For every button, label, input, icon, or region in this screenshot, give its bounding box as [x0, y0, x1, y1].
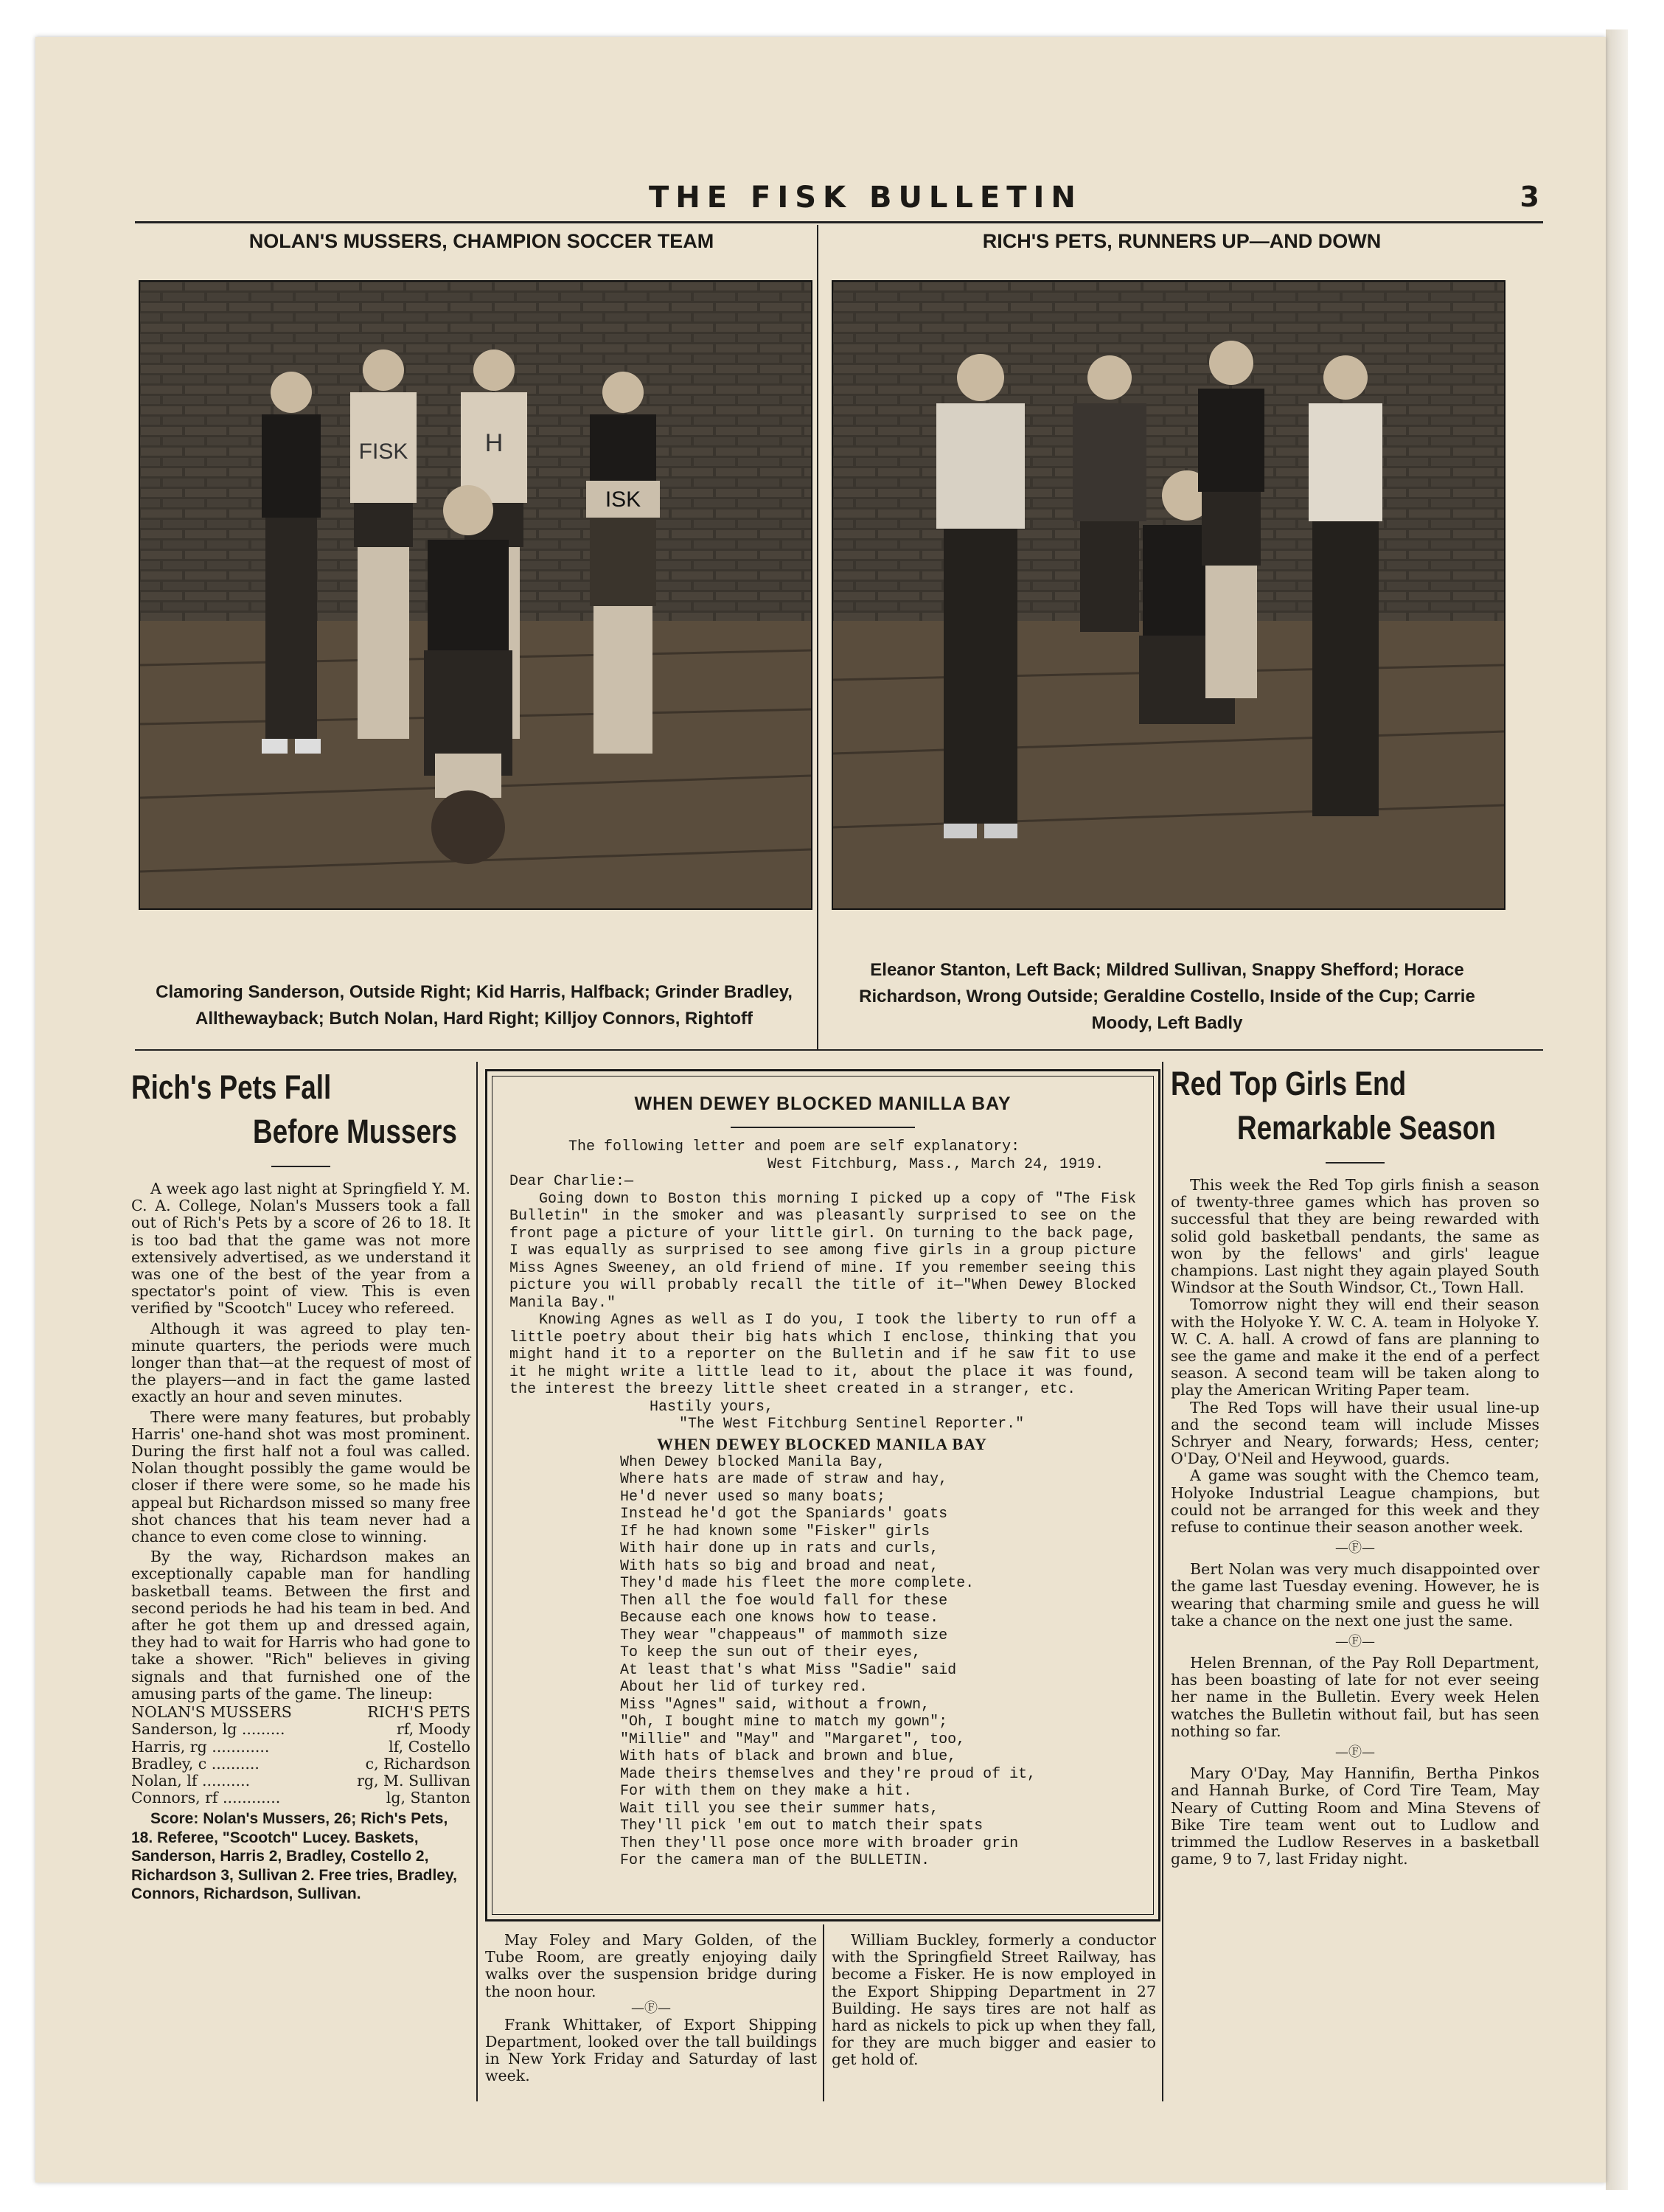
poem-line: For the camera man of the BULLETIN. [620, 1852, 930, 1869]
poem-line: He'd never used so many boats; [620, 1488, 886, 1506]
lineup-cell: rg, M. Sullivan [357, 1771, 470, 1790]
masthead-rule [135, 221, 1543, 223]
letter-dateline: West Fitchburg, Mass., March 24, 1919. [767, 1155, 1104, 1173]
letter-closing: Hastily yours, [650, 1398, 774, 1416]
player-figure [1198, 341, 1264, 698]
poem-line: If he had known some "Fisker" girls [620, 1523, 930, 1540]
paragraph: A week ago last night at Springfield Y. M. C. A. College, Nolan's Mussers took a fall out of Rich's Pets by a score of 26 to 18. It is too bad that the game was not more extensively advertised, as we understand it was one of the best of the year from a spectator's point of view. This is even verified by "Scootch" Lucey who refereed. [131, 1180, 470, 1318]
article-body [1171, 1177, 1539, 1868]
lineup-cell: Sanderson, lg ......... [131, 1720, 285, 1739]
column-divider [817, 225, 818, 1051]
boxed-article-content [509, 1093, 1136, 1870]
page-number: 3 [1519, 181, 1539, 213]
lineup-row [131, 1721, 470, 1738]
article-red-top-girls [1171, 1062, 1539, 1868]
paper-edge [1606, 29, 1628, 2190]
letter-paragraph: Knowing Agnes as well as I do you, I took the liberty to run off a little poetry about their big hats which I enclose, thinking that you might hand it to a reporter on the Bulletin and if he saw fit to use it he might write a little lead to it, about the place it was found, the interest the breezy little sheet created in a stranger, etc. [509, 1312, 1136, 1398]
lineup-cell: Harris, rg ............ [131, 1737, 270, 1756]
column-divider [823, 1924, 824, 2101]
shirt-label: H [484, 429, 504, 457]
score-summary: Score: Nolan's Mussers, 26; Rich's Pets, 18. Referee, "Scootch" Lucey. Baskets, Sanderson, Harris 2, Bradley, Costello 2, Richardson 3, Sullivan 2. Free tries, Bradley, Connors, Richardson, Sullivan. [131, 1810, 457, 1903]
letter-signature: "The West Fitchburg Sentinel Reporter." [679, 1416, 1025, 1433]
poem-line: Then all the foe would fall for these [620, 1592, 948, 1610]
letter-salutation: Dear Charlie:— [509, 1173, 634, 1190]
poem-line: They'd made his fleet the more complete. [620, 1575, 975, 1592]
player-figure [586, 372, 660, 754]
item-divider: —Ⓕ— [1335, 1540, 1375, 1557]
paragraph: Although it was agreed to play ten-minute quarters, the periods were much longer than that—at the request of most of the players—and in fact the game lasted exactly an hour and seven minutes. [131, 1319, 470, 1406]
news-item: Mary O'Day, May Hannifin, Bertha Pinkos and Hannah Burke, of Cord Tire Team, May Neary of Cutting Room and Mina Stevens of Bike Tire team went out to Ludlow and trimmed the Ludlow Reserves in a basketball game, 9 to 7, last Friday night. [1171, 1764, 1539, 1868]
photo-heading-right: RICH'S PETS, RUNNERS UP—AND DOWN [982, 230, 1382, 252]
article-richs-pets [131, 1065, 470, 1904]
boxed-article-title: WHEN DEWEY BLOCKED MANILLA BAY [634, 1093, 1012, 1114]
lineup-row [131, 1773, 470, 1790]
poem-line: Then they'll pose once more with broader grin [620, 1834, 1019, 1852]
short-rule [271, 1166, 330, 1167]
poem-line: Wait till you see their summer hats, [620, 1800, 939, 1818]
photo-caption-left: Clamoring Sanderson, Outside Right; Kid Harris, Halfback; Grinder Bradley, Allthewayback; Butch Nolan, Hard Right; Killjoy Connors, Rightoff [156, 982, 793, 1029]
news-item: Frank Whittaker, of Export Shipping Department, looked over the tall buildings in New York Friday and Saturday of last week. [485, 2015, 817, 2085]
poem-line: They'll pick 'em out to match their spats [620, 1818, 984, 1834]
paragraph: The Red Tops will have their usual line-up and the second team will include Misses Schryer and Neary, forwards; Hess, center; O'Day, O'Neil and Heywood, guards. [1171, 1398, 1539, 1468]
news-item: May Foley and Mary Golden, of the Tube Room, are greatly enjoying daily walks over the suspension bridge during the noon hour. [485, 1931, 817, 2000]
short-rule [1326, 1162, 1385, 1164]
letter [509, 1138, 1136, 1433]
poem-line: Miss "Agnes" said, without a frown, [620, 1696, 930, 1714]
lineup-cell: Bradley, c .......... [131, 1754, 260, 1773]
news-items-middle-right [832, 1932, 1156, 2069]
newspaper-page [35, 37, 1606, 2183]
paragraph: Tomorrow night they will end their season with the Holyoke Y. W. C. A. team in Holyoke Y. W. C. A. hall. A crowd of fans are planning to see the game and make it the end of a perfect season. A second team will be taken along to play the American Writing Paper team. [1171, 1295, 1539, 1399]
poem-line: Instead he'd got the Spaniards' goats [620, 1506, 948, 1523]
poem-line: Because each one knows how to tease. [620, 1610, 939, 1627]
letter-intro: The following letter and poem are self explanatory: [568, 1138, 1020, 1155]
team-photo-pets [832, 280, 1505, 910]
article-headline: Before Mussers [253, 1113, 457, 1150]
column-divider [1162, 1062, 1163, 2101]
lineup-cell: lg, Stanton [386, 1789, 470, 1807]
news-item: Bert Nolan was very much disappointed over the game last Tuesday evening. However, he is wearing that charming smile and guess he will take a chance on the next one just the same. [1171, 1560, 1539, 1630]
poem-line: With hats so big and broad and neat, [620, 1557, 939, 1575]
news-item: William Buckley, formerly a conductor with the Springfield Street Railway, has become a Fisker. He is now employed in the Export Shipping Department in 27 Building. He says tires are not half as hard as nickels to pick up when they fall, for they are much bigger and easier to get hold of. [832, 1931, 1156, 2069]
poem-line: "Millie" and "May" and "Margaret", too, [620, 1731, 966, 1748]
section-rule [135, 1049, 1543, 1051]
lineup-cell: Nolan, lf .......... [131, 1771, 251, 1790]
poem-line: When Dewey blocked Manila Bay, [620, 1453, 886, 1471]
poem-title: WHEN DEWEY BLOCKED MANILA BAY [657, 1434, 987, 1453]
letter-paragraph: Going down to Boston this morning I picked up a copy of "The Fisk Bulletin" in the smoker and was pleasantly surprised to see on the front page a picture of your little girl. On turning to the back page, I was equally as surprised to see among five girls in a group picture Miss Agnes Sweeney, an old friend of mine. If you remember seeing this picture you will probably recall the title of it—"When Dewey Blocked Manila Bay." [509, 1190, 1136, 1312]
lineup-team: NOLAN'S MUSSERS [131, 1703, 292, 1722]
item-divider: —Ⓕ— [631, 2000, 671, 2016]
lineup-row [131, 1739, 470, 1756]
article-body [131, 1180, 470, 1703]
column-divider [476, 1062, 478, 2101]
team-photo-mussers [139, 280, 812, 910]
masthead [139, 181, 1539, 225]
paragraph: A game was sought with the Chemco team, Holyoke Industrial League champions, but could not be arranged for this week and they refuse to continue their season another week. [1171, 1467, 1539, 1537]
news-item: Helen Brennan, of the Pay Roll Department, has been boasting of late for not ever seeing her name in the Bulletin. Every week Helen watches the Bulletin without fail, but has seen nothing so far. [1171, 1654, 1539, 1740]
lineup-team: RICH'S PETS [367, 1703, 470, 1722]
paragraph: This week the Red Top girls finish a season of twenty-three games which has proven so successful that they are being rewarded with solid gold basketball pendants, the same as won by the fellows' and girls' league champions. Last night they again played South Windsor at the South Windsor, Ct., Town Hall. [1171, 1176, 1539, 1297]
lineup-cell: c, Richardson [365, 1754, 470, 1773]
poem-line: Made theirs themselves and they're proud of it, [620, 1765, 1037, 1783]
poem-line: With hats of black and brown and blue, [620, 1748, 957, 1765]
poem [509, 1454, 1136, 1870]
player-figure [424, 485, 512, 864]
masthead-title: THE FISK BULLETIN [649, 181, 1082, 215]
player-figure [936, 354, 1025, 838]
lineup-row [131, 1756, 470, 1773]
poem-line: About her lid of turkey red. [620, 1679, 868, 1696]
poem-line: With hair done up in rats and curls, [620, 1540, 939, 1557]
lineup-cell: rf, Moody [396, 1720, 470, 1739]
news-items-middle-left [485, 1932, 817, 2085]
shirt-label: FISK [358, 439, 408, 464]
poem-line: They wear "chappeaus" of mammoth size [620, 1627, 948, 1644]
lineup-table [131, 1704, 470, 1806]
photo-caption-right: Eleanor Stanton, Left Back; Mildred Sullivan, Snappy Shefford; Horace Richardson, Wrong Outside; Geraldine Costello, Inside of the Cup; Carrie Moody, Left Badly [859, 960, 1475, 1033]
lineup-row [131, 1790, 470, 1806]
player-figure [262, 372, 321, 754]
article-headline: Red Top Girls End [1171, 1065, 1407, 1102]
article-headline: Rich's Pets Fall [131, 1068, 332, 1106]
poem-line: To keep the sun out of their eyes, [620, 1644, 922, 1661]
boxed-article [485, 1069, 1160, 1921]
lineup-header [131, 1704, 470, 1721]
lineup-cell: Connors, rf ............ [131, 1789, 281, 1807]
paragraph: There were many features, but probably Harris' one-hand shot was most prominent. During the first half not a foul was called. Nolan thought possibly the game would be closer if there were some, so he made his appeal but Richardson missed so many free shot chances that his team never had a chance to even come close to winning. [131, 1408, 470, 1546]
article-headline: Remarkable Season [1237, 1109, 1496, 1147]
player-figure [1309, 355, 1382, 816]
photo-heading-left: NOLAN'S MUSSERS, CHAMPION SOCCER TEAM [248, 230, 714, 252]
paragraph: By the way, Richardson makes an exceptionally capable man for handling basketball teams. Between the first and second periods he had his team in bed. And after he got them up and dressed again, they had to wait for Harris who had gone to take a shower. "Rich" believes in giving signals and that furnished one of the amusing parts of the game. The lineup: [131, 1548, 470, 1703]
poem-line: At least that's what Miss "Sadie" said [620, 1661, 957, 1679]
poem-line: Where hats are made of straw and hay, [620, 1471, 948, 1488]
item-divider: —Ⓕ— [1335, 1745, 1375, 1761]
short-rule [731, 1127, 915, 1128]
poem-line: "Oh, I bought mine to match my gown"; [620, 1714, 948, 1731]
poem-line: For with them on they make a hit. [620, 1783, 913, 1800]
shirt-label: ISK [605, 487, 641, 512]
item-divider: —Ⓕ— [1335, 1634, 1375, 1650]
player-figure [350, 349, 417, 739]
lineup-cell: lf, Costello [389, 1737, 470, 1756]
